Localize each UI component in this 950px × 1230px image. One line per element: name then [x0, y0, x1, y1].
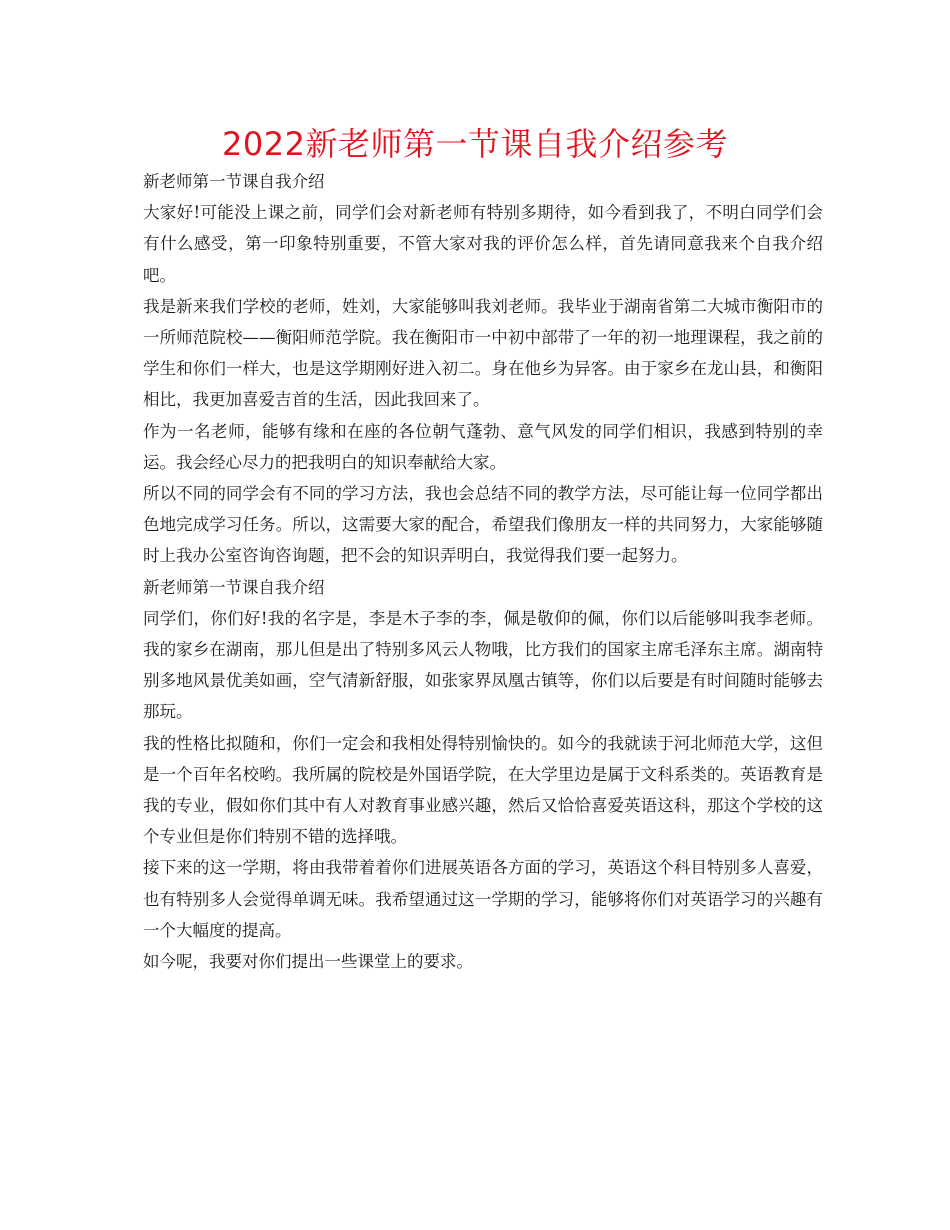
section-heading-1: 新老师第一节课自我介绍	[143, 172, 325, 191]
paragraph-requirements: 如今呢，我要对你们提出一些课堂上的要求。	[143, 952, 473, 972]
paragraph-background: 我是新来我们学校的老师，姓刘，大家能够叫我刘老师。我毕业于湖南省第二大城市衡阳市的一所师范院校——衡阳师范学院。我在衡阳市一中初中部带了一年的初一地理课程，我之前的学生和你们一样大，也是这学期刚好进入初二。身在他乡为异客。由于家乡在龙山县，和衡阳相比，我更加喜爱吉首的生活，因此我回来了。	[143, 296, 823, 410]
paragraph-introduction: 同学们，你们好!我的名字是，李是木子李的李，佩是敬仰的佩，你们以后能够叫我李老师。我的家乡在湖南，那儿但是出了特别多风云人物哦，比方我们的国家主席毛泽东主席。湖南特别多地风景优美如画，空气清新舒服，如张家界凤凰古镇等，你们以后要是有时间随时能够去那玩。	[143, 608, 823, 722]
paragraph-personality: 我的性格比拟随和，你们一定会和我相处得特别愉快的。如今的我就读于河北师范大学，这但是一个百年名校哟。我所属的院校是外国语学院，在大学里边是属于文科系类的。英语教育是我的专业，假如你们其中有人对教育事业感兴趣，然后又恰恰喜爱英语这科，那这个学校的这个专业但是你们特别不错的选择哦。	[143, 733, 823, 847]
section-heading-2: 新老师第一节课自我介绍	[143, 577, 325, 597]
paragraph-gratitude: 作为一名老师，能够有缘和在座的各位朝气蓬勃、意气风发的同学们相识，我感到特别的幸运。我会经心尽力的把我明白的知识奉献给大家。	[143, 421, 823, 472]
paragraph-greeting: 大家好!可能没上课之前，同学们会对新老师有特别多期待，如今看到我了，不明白同学们会有什么感受，第一印象特别重要，不管大家对我的评价怎么样，首先请同意我来个自我介绍吧。	[143, 203, 823, 285]
paragraph-semester: 接下来的这一学期，将由我带着着你们进展英语各方面的学习，英语这个科目特别多人喜爱，也有特别多人会觉得单调无味。我希望通过这一学期的学习，能够将你们对英语学习的兴趣有一个大幅度的提高。	[143, 858, 823, 940]
document-title: 2022新老师第一节课自我介绍参考	[222, 125, 728, 163]
paragraph-methods: 所以不同的同学会有不同的学习方法，我也会总结不同的教学方法，尽可能让每一位同学都出色地完成学习任务。所以，这需要大家的配合，希望我们像朋友一样的共同努力，大家能够随时上我办公室咨询咨询题，把不会的知识弄明白，我觉得我们要一起努力。	[143, 484, 823, 566]
document-body	[143, 166, 823, 977]
